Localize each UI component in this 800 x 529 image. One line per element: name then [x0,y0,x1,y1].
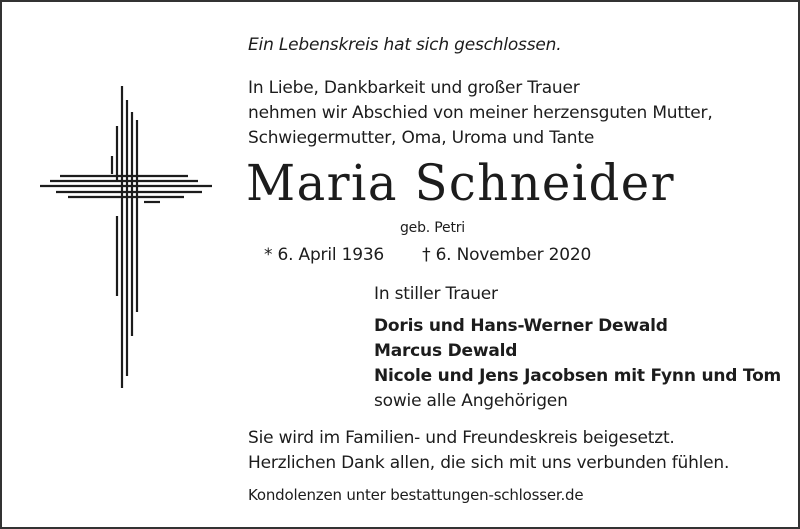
mourning-label: In stiller Trauer [374,284,498,304]
lead-line: In Liebe, Dankbarkeit und großer Trauer [248,78,580,98]
mourner-name: Doris und Hans-Werner Dewald [374,316,668,336]
relatives-line: sowie alle Angehörigen [374,391,568,411]
mourner-name: Marcus Dewald [374,341,518,361]
death-date: † 6. November 2020 [422,245,592,265]
deceased-name: Maria Schneider [246,154,675,212]
condolence-line: Kondolenzen unter bestattungen-schlosser.de [248,486,584,504]
mourner-name: Nicole und Jens Jacobsen mit Fynn und Tom [374,366,782,386]
burial-line: Herzlichen Dank allen, die sich mit uns verbunden fühlen. [248,453,730,473]
life-dates [264,245,591,265]
lead-text [248,76,713,151]
burial-line: Sie wird im Familien- und Freundeskreis beigesetzt. [248,428,675,448]
intro-line: Ein Lebenskreis hat sich geschlossen. [248,35,562,55]
mourners-list [374,314,781,414]
cross-icon [38,86,214,388]
maiden-name: geb. Petri [400,220,465,236]
burial-text [248,426,729,476]
birth-date: * 6. April 1936 [264,245,385,265]
lead-line: Schwiegermutter, Oma, Uroma und Tante [248,128,595,148]
lead-line: nehmen wir Abschied von meiner herzensguten Mutter, [248,103,713,123]
